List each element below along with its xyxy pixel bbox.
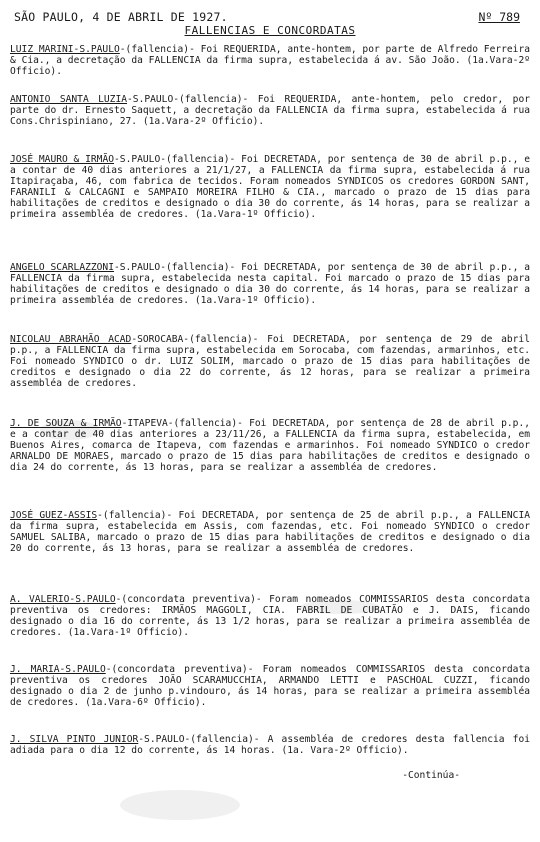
section-title: FALLENCIAS E CONCORDATAS — [184, 24, 356, 37]
entry-head: LUIZ MARINI-S.PAULO — [10, 44, 120, 55]
entry-head: NICOLAU ABRAHÃO ACAD — [10, 334, 132, 345]
entry-item — [10, 154, 536, 220]
entry-item — [10, 262, 536, 306]
entry-text: -ITAPEVA-(fallencia)- Foi DECRETADA, por sentença de 28 de abril p.p., e a contar de 40 dias anteriores a 23/11/26, a FALLENCIA da firma supra, estabelecida, em Buenos Aires, comarca de Itapeva, com fazendas e armarinhos. Foi nomeado SYNDICO o credor ARNALDO DE MORAES, marcado o prazo de 15 dias para habilitações de creditos e designado o dia 24 do corrente, ás 13 horas, para se realizar a assembléa de credores. — [10, 418, 536, 473]
entry-text: -S.PAULO-(fallencia)- A assembléa de credores desta fallencia foi adiada para o dia 12 do corrente, ás 14 horas. (1a. Vara-2º Officio). — [10, 734, 536, 756]
bulletin-number: Nº 789 — [478, 10, 520, 24]
entry-head: J. MARIA-S.PAULO — [10, 664, 106, 675]
entry-text: -S.PAULO-(fallencia)- Foi REQUERIDA, ante-hontem, pelo credor, por parte do dr. Ernesto Saquett, a decretação da FALLENCIA da firma supra, estabelecida á rua Cons.Chrispiniano, 27. (1a.Vara-2º Officio). — [10, 94, 536, 127]
entry-item — [10, 664, 536, 708]
entry-item — [10, 418, 536, 473]
entry-item — [10, 334, 536, 389]
entry-item — [10, 510, 536, 554]
entry-head: J. DE SOUZA & IRMÃO — [10, 418, 122, 429]
entry-text: -S.PAULO-(fallencia)- Foi DECRETADA, por sentença de 30 de abril p.p., a FALLENCIA da firma supra, estabelecida nesta capital. Foi marcado o prazo de 15 dias para habilitações de creditos e designado o dia 30 do corrente, ás 14 horas, para se realizar a primeira assembléa de credores. (1a.Vara-1º Officio). — [10, 262, 536, 306]
entry-text: -(concordata preventiva)- Foram nomeados COMMISSARIOS desta concordata preventiva os credores JOÃO SCARAMUCCHIA, ARMANDO LETTI e PASCHOAL CUZZI, ficando designado o dia 2 de junho p.vindouro, ás 14 horas, para se realizar a primeira assembléa de credores. (1a.Vara-6º Officio). — [10, 664, 536, 708]
entry-head: JOSÉ GUEZ-ASSIS — [10, 510, 98, 521]
entry-text: -(concordata preventiva)- Foram nomeados COMMISSARIOS desta concordata preventiva os credores: IRMÃOS MAGGOLI, CIA. FABRIL DE CUBATÃO e J. DAIS, ficando designado o dia 16 do corrente, ás 13 1/2 horas, para se realizar a primeira assembléa de credores. (1a.Vara-1º Officio). — [10, 594, 536, 638]
entry-item — [10, 594, 536, 638]
ink-smudge — [120, 790, 240, 820]
place-date: SÃO PAULO, 4 DE ABRIL DE 1927. — [14, 10, 228, 24]
continues-note: -Continúa- — [402, 770, 460, 781]
entry-item — [10, 44, 536, 77]
entry-item — [10, 734, 536, 756]
entry-text: -(fallencia)- Foi REQUERIDA, ante-hontem, por parte de Alfredo Ferreira & Cia., a decretação da FALLENCIA da firma supra, estabelecida á av. São João. (1a.Vara-2º Officio). — [10, 44, 536, 77]
entry-head: A. VALERIO-S.PAULO — [10, 594, 116, 605]
entry-text: -S.PAULO-(fallencia)- Foi DECRETADA, por sentença de 30 de abril p.p., e a contar de 40 dias anteriores a 21/1/27, a FALLENCIA da firma supra, estabelecida á rua Itapiraçaba, 46, com fabrica de tecidos. Foram nomeados SYNDICOS os credores GORDON SANT, FARANILI & CALCAGNI e SAMPAIO MOREIRA FILHO & CIA., marcado o prazo de 15 dias para habilitações de creditos e designado o dia 30 do corrente, ás 14 horas, para se realizar a primeira assembléa de credores. (1a.Vara-1º Officio). — [10, 154, 536, 220]
entry-text: -(fallencia)- Foi DECRETADA, por sentença de 25 de abril p.p., a FALLENCIA da firma supra, estabelecida em Assis, com fazendas, etc. Foi nomeado SYNDICO o credor SAMUEL SALIBA, marcado o prazo de 15 dias para habilitações de creditos e designado o dia 20 do corrente, ás 13 horas, para se realizar a assembléa de credores. — [10, 510, 536, 554]
entry-head: ANTONIO SANTA LUZIA — [10, 94, 128, 105]
entry-head: J. SILVA PINTO JUNIOR — [10, 734, 139, 745]
entry-head: JOSÉ MAURO & IRMÃO — [10, 154, 115, 165]
entry-item — [10, 94, 536, 127]
entry-head: ANGELO SCARLAZZONI — [10, 262, 114, 273]
entry-text: -SOROCABA-(fallencia)- Foi DECRETADA, por sentença de 29 de abril p.p., a FALLENCIA da firma supra, estabelecida em Sorocaba, com fazendas, armarinhos, etc. Foi nomeado SYNDICO o dr. LUIZ SOLIM, marcado o prazo de 15 dias para habilitações de creditos e designado o dia 22 do corrente, ás 12 horas, para se realizar a primeira assembléa de credores. — [10, 334, 536, 389]
